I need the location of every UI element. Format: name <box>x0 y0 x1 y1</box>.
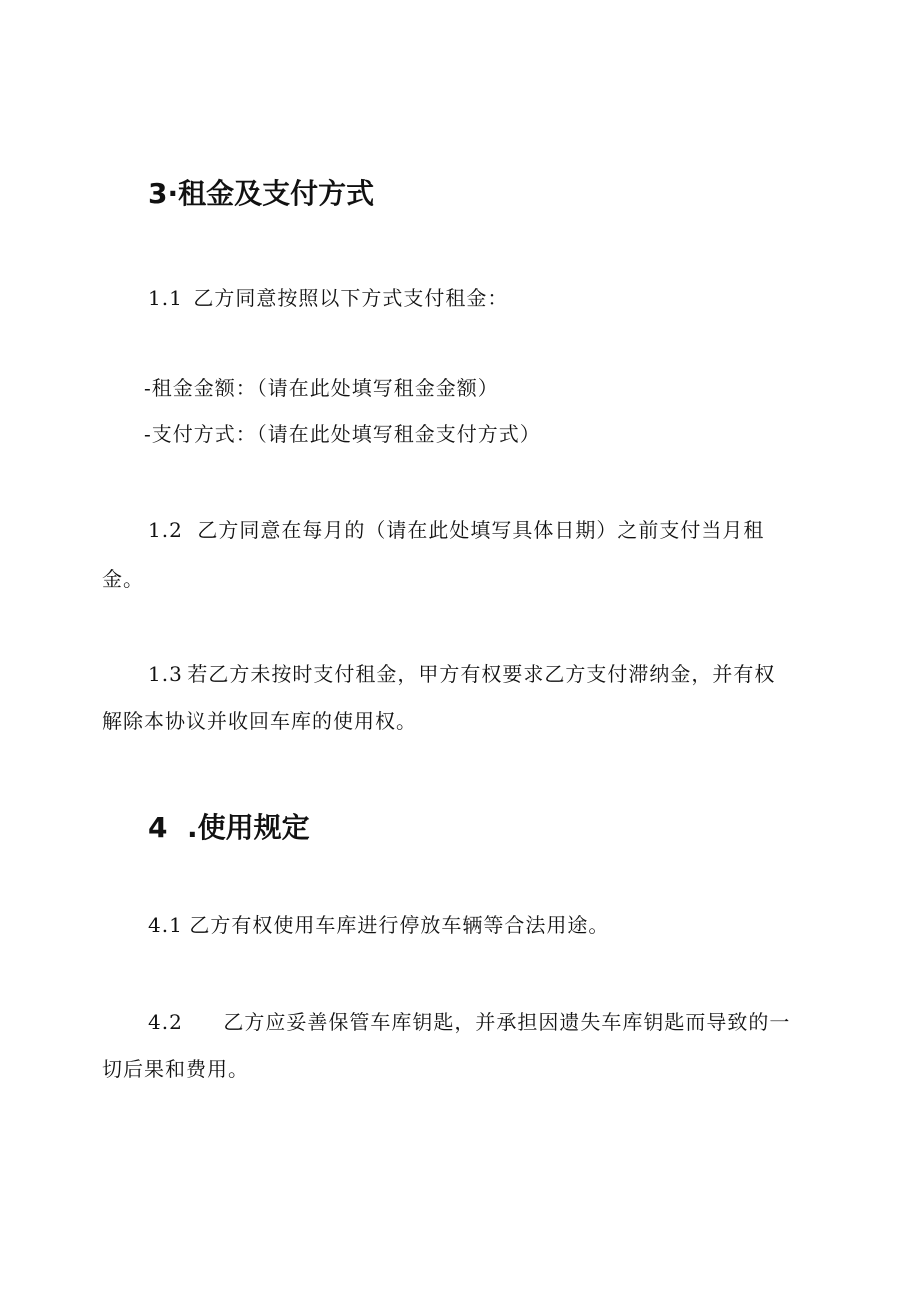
clause-number: 1.2 <box>148 518 183 542</box>
clause-text: 乙方同意按照以下方式支付租金： <box>193 286 509 310</box>
payment-method-line: -支付方式：（请在此处填写租金支付方式） <box>144 422 541 446</box>
clause-number: 4.2 <box>148 1010 183 1034</box>
clause-number: 4.1 <box>148 913 183 937</box>
clause-text: 乙方同意在每月的（请在此处填写具体日期）之前支付当月租 <box>197 518 765 542</box>
clause-text: 乙方有权使用车库进行停放车辆等合法用途。 <box>189 913 610 937</box>
section-4-heading: 4 .使用规定 <box>148 811 310 844</box>
clause-1-2-line-1 <box>148 508 764 552</box>
clause-1-3-line-1 <box>148 652 775 696</box>
clause-text: 乙方应妥善保管车库钥匙，并承担因遗失车库钥匙而导致的一 <box>223 1010 791 1034</box>
clause-number: 1.3 <box>148 662 183 686</box>
clause-1-1 <box>148 276 508 320</box>
clause-4-2-line-2: 切后果和费用。 <box>102 1057 249 1081</box>
clause-4-1 <box>148 903 609 947</box>
clause-1-3-line-2: 解除本协议并收回车库的使用权。 <box>102 709 417 733</box>
section-3-heading: 3·租金及支付方式 <box>148 177 375 210</box>
clause-1-2-line-2: 金。 <box>102 567 144 591</box>
clause-text: 若乙方未按时支付租金，甲方有权要求乙方支付滞纳金，并有权 <box>187 662 776 686</box>
clause-4-2-line-1 <box>148 1000 790 1044</box>
clause-number: 1.1 <box>148 286 183 310</box>
rent-amount-line: -租金金额：（请在此处填写租金金额） <box>144 376 499 400</box>
